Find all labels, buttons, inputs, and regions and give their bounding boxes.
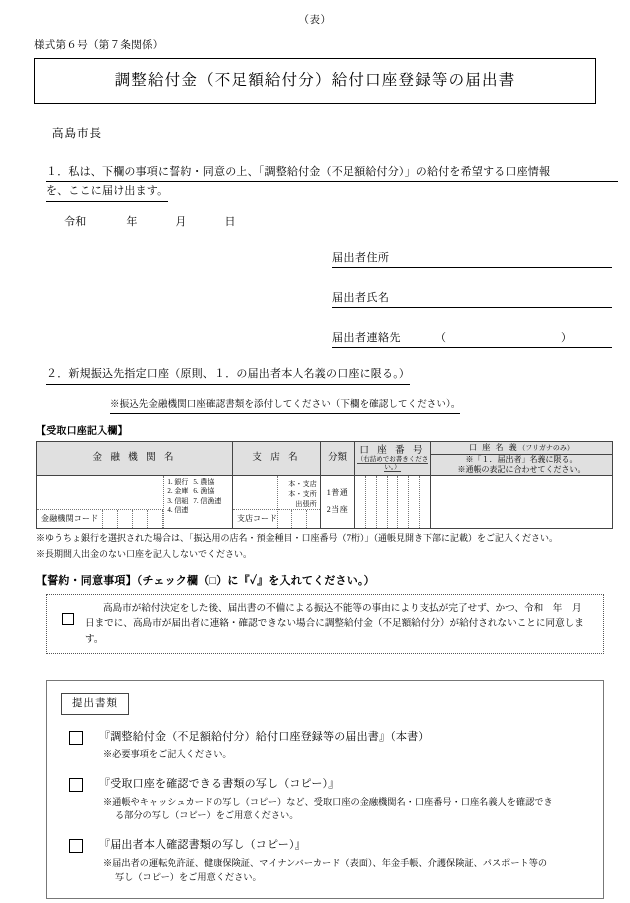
document-note: ※通帳やキャッシュカードの写し（コピー）など、受取口座の金融機関名・口座番号・口座名義人を確認でき る部分の写し（コピー）をご用意ください。 [103, 796, 553, 821]
institution-code-boxes[interactable] [102, 510, 163, 528]
code-box[interactable] [132, 510, 147, 528]
account-number-boxes[interactable] [355, 476, 430, 528]
document-title: 『受取口座を確認できる書類の写し（コピー）』 [99, 778, 340, 791]
addressee: 高島市長 [52, 127, 102, 140]
th-category: 分類 [321, 442, 355, 476]
document-checkbox[interactable] [69, 839, 83, 853]
td-category[interactable] [321, 476, 355, 529]
branch-name-input[interactable] [233, 476, 277, 510]
digit-box[interactable] [377, 476, 388, 528]
document-body [99, 729, 589, 762]
table-entry-row [37, 476, 613, 529]
digit-box[interactable] [355, 476, 366, 528]
institution-type: 5. 農協 [193, 478, 215, 486]
institution-type: 6. 漁協 [193, 487, 215, 496]
clause-2 [46, 366, 596, 385]
category-option-touza[interactable]: 2当座 [326, 505, 349, 514]
applicant-fields [332, 246, 612, 348]
form-title-box [34, 58, 596, 104]
document-checkbox[interactable] [69, 731, 83, 745]
table-header-row [37, 442, 613, 455]
branch-code-row[interactable] [233, 510, 277, 528]
code-box[interactable] [307, 510, 320, 528]
document-checkbox-wrap[interactable] [61, 837, 99, 884]
code-box[interactable] [147, 510, 163, 528]
applicant-contact-field[interactable] [332, 326, 612, 348]
td-institution-name[interactable] [37, 476, 233, 529]
applicant-name-label: 届出者氏名 [332, 291, 390, 304]
month-label: 月 [175, 215, 187, 228]
branch-type: 出張所 [295, 500, 317, 509]
digit-box[interactable] [398, 476, 409, 528]
th-account-name-notes: ※「１．届出者」名義に限る。 ※通帳の表記に合わせてください。 [431, 455, 613, 476]
document-checkbox[interactable] [69, 778, 83, 792]
date-line [64, 214, 596, 231]
clause-1 [46, 164, 618, 202]
day-label: 日 [224, 215, 236, 228]
attach-note-text: ※振込先金融機関口座確認書類を添付してください（下欄を確認してください）。 [110, 398, 460, 414]
branch-code-boxes[interactable] [278, 510, 320, 528]
digit-box[interactable] [388, 476, 399, 528]
applicant-contact-paren: （ ） [435, 331, 582, 344]
applicant-address-label: 届出者住所 [332, 251, 390, 264]
page-side-label: （表） [298, 15, 332, 26]
branch-type: 本・支所 [288, 490, 317, 499]
clause-1-line-1: １．私は、下欄の事項に誓約・同意の上、「調整給付金（不足額給付分）」の給付を希望する口座情報 [46, 164, 618, 183]
era-label: 令和 [64, 215, 87, 228]
pledge-checkbox-wrap[interactable] [51, 601, 85, 648]
institution-name-input[interactable] [37, 476, 163, 510]
pledge-box [46, 594, 604, 655]
document-body [99, 776, 589, 823]
documents-label: 提出書類 [61, 693, 129, 715]
document-checkbox-wrap[interactable] [61, 776, 99, 823]
institution-type-list[interactable] [164, 476, 232, 528]
pledge-heading: 【誓約・同意事項】（チェック欄（□）に『✓』を入れてください。） [36, 575, 375, 587]
applicant-address-field[interactable] [332, 246, 612, 268]
table-note-1: ※ゆうちょ銀行を選択された場合は、「振込用の店名・預金種目・口座番号（7桁）」（通帳見開き下部に記載）をご記入ください。 [36, 533, 559, 543]
td-account-number[interactable] [355, 476, 431, 529]
applicant-name-field[interactable] [332, 286, 612, 308]
td-branch-name[interactable] [233, 476, 321, 529]
digit-box[interactable] [366, 476, 377, 528]
institution-type: 1. 銀行 [167, 478, 189, 486]
td-account-name[interactable] [431, 476, 613, 529]
document-title: 『届出者本人確認書類の写し（コピー）』 [99, 839, 306, 852]
document-body [99, 837, 589, 884]
document-item[interactable] [61, 729, 589, 762]
th-account-name: 口 座 名 義（フリガナのみ） [431, 442, 613, 455]
th-account-number: 口 座 番 号 （右詰めでお書きください。） [355, 442, 431, 476]
pledge-text: 高島市が給付決定をした後、届出書の不備による振込不能等の事由により支払が完了せず、かつ、令和 年 月 日までに、高島市が届出者に連絡・確認できない場合に調整給付金（不足額給付分）が給付されないことに同意します。 [85, 602, 592, 645]
document-item[interactable] [61, 776, 589, 823]
code-box[interactable] [292, 510, 306, 528]
applicant-contact-label: 届出者連絡先 [332, 331, 401, 344]
th-branch-name: 支 店 名 [233, 442, 321, 476]
institution-code-row[interactable] [37, 510, 163, 528]
clause-1-line-2: を、ここに届け出ます。 [46, 183, 168, 202]
clause-2-heading: ２．新規振込先指定口座（原則、１．の届出者本人名義の口座に限る。） [46, 366, 410, 385]
page-title: 調整給付金（不足額給付分）給付口座登録等の届出書 [114, 71, 516, 89]
th-institution-name: 金 融 機 関 名 [37, 442, 233, 476]
code-box[interactable] [117, 510, 132, 528]
digit-box[interactable] [420, 476, 430, 528]
form-number: 様式第６号（第７条関係） [34, 39, 164, 51]
institution-type: 2. 金庫 [167, 487, 189, 496]
document-note: ※届出者の運転免許証、健康保険証、マイナンバーカード（表面）、年金手帳、介護保険証、パスポート等の 写し（コピー）をご用意ください。 [103, 857, 548, 882]
bank-section-label: 【受取口座記入欄】 [36, 426, 128, 437]
document-item[interactable] [61, 837, 589, 884]
category-option-futsuu[interactable]: 1普通 [326, 488, 349, 498]
document-title: 『調整給付金（不足額給付分）給付口座登録等の届出書』（本書） [99, 730, 430, 743]
branch-code-label: 支店コード [237, 514, 277, 523]
attach-note [110, 398, 596, 414]
institution-type: 4. 信連 [167, 506, 189, 515]
institution-type: 7. 信漁連 [193, 496, 222, 505]
bank-account-table [36, 441, 613, 529]
document-note: ※必要事項をご記入ください。 [103, 749, 232, 760]
documents-box [46, 680, 604, 899]
institution-type: 3. 信組 [167, 496, 189, 505]
institution-code-label: 金融機関コード [41, 514, 99, 523]
document-checkbox-wrap[interactable] [61, 729, 99, 762]
digit-box[interactable] [409, 476, 420, 528]
table-note-2: ※長期間入出金のない口座を記入しないでください。 [36, 548, 253, 559]
code-box[interactable] [102, 510, 117, 528]
code-box[interactable] [278, 510, 292, 528]
branch-type: 本・支店 [288, 480, 317, 488]
year-label: 年 [126, 215, 138, 228]
pledge-checkbox[interactable] [62, 613, 74, 625]
branch-type-list[interactable] [278, 476, 320, 510]
